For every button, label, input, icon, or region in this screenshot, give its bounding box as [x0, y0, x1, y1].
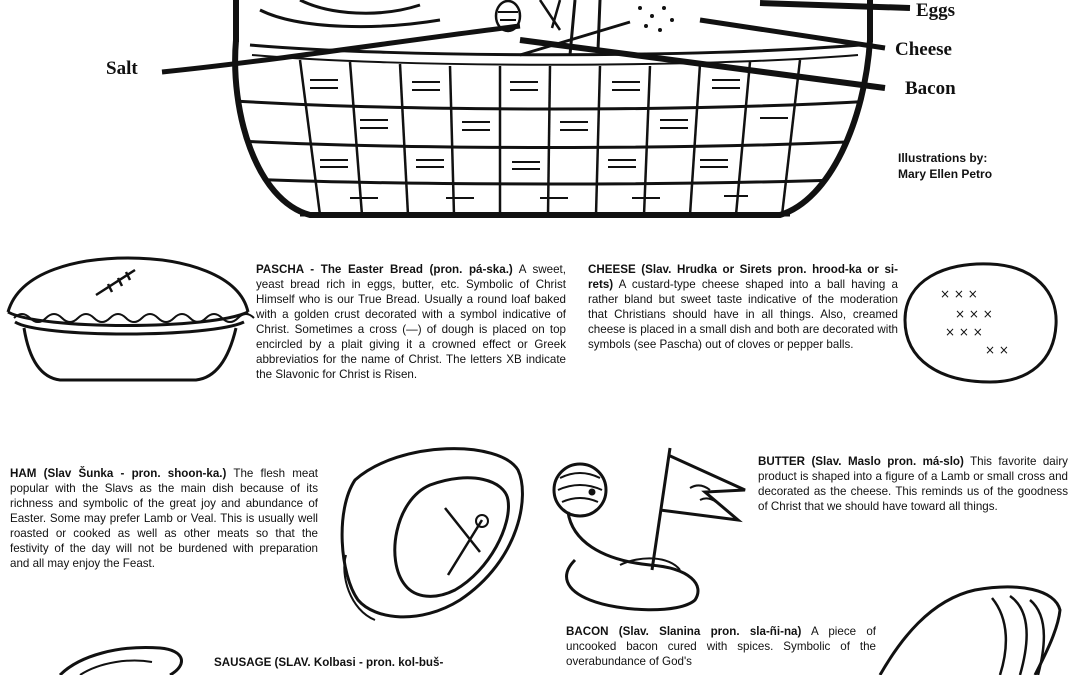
svg-text:× × ×: × × ×	[940, 287, 978, 301]
sausage-heading: SAUSAGE (SLAV. Kolbasi - pron. kol-buš-	[214, 656, 444, 669]
credit-line-1: Illustrations by:	[898, 151, 988, 165]
bacon-body: A piece of uncooked bacon cured with spices. Symbolic of the overabundance of God's	[566, 625, 876, 668]
bacon-heading: BACON (Slav. Slanina pron. sla-ñi-na)	[566, 625, 802, 638]
sausage-entry	[214, 655, 514, 670]
butter-lamb-illustration	[554, 448, 745, 610]
eggs-label: Eggs	[916, 0, 956, 21]
bacon-label: Bacon	[905, 78, 956, 99]
bacon-entry	[566, 624, 876, 669]
pascha-bread-illustration	[8, 258, 254, 380]
sausage-illustration	[60, 647, 181, 675]
pascha-body: A sweet, yeast bread rich in eggs, butter, etc. Symbolic of Christ Himself who is our True Bread. Usually a round loaf baked with a golden crust decorated with a symbol indicative of Christ. Sometimes a cross (—) of dough is placed on top encircled by a plait giving it a crowned effect or Greek abbreviatios for the name of Christ. The letters XB indicate the Slavonic for Christ is Risen.	[256, 263, 566, 381]
pascha-heading: PASCHA - The Easter Bread (pron. pá-ska.)	[256, 263, 513, 276]
butter-body: This favorite dairy product is shaped into a figure of a Lamb or small cross and decorated as the cheese. This reminds us of the goodness of Christ that we should have toward all things.	[758, 455, 1068, 513]
salt-label: Salt	[106, 58, 138, 79]
cheese-heading: CHEESE (Slav. Hrudka or Sirets pron. hrood-ka or si-rets)	[588, 263, 898, 291]
cheese-entry	[588, 262, 898, 352]
credit-line-2: Mary Ellen Petro	[898, 167, 993, 181]
illustration-credit	[898, 150, 1078, 182]
bacon-illustration	[880, 587, 1060, 675]
butter-heading: BUTTER (Slav. Maslo pron. má-slo)	[758, 455, 964, 468]
ham-body: The flesh meat popular with the Slavs as the main dish because of its richness and symbolic of the great joy and abundance of Easter. Some may prefer Lamb or Veal. This is usually well roasted or cooked as well as other meats so that the festivity of the day will not be burdened with preparation and all may enjoy the Feast.	[10, 467, 319, 570]
svg-text:× × ×: × × ×	[945, 325, 983, 339]
butter-entry	[758, 454, 1068, 514]
svg-text:× × ×: × × ×	[955, 307, 993, 321]
svg-text:× ×: × ×	[985, 343, 1009, 357]
cheese-label: Cheese	[895, 39, 952, 60]
ham-heading: HAM (Slav Šunka - pron. shoon-ka.)	[10, 467, 227, 480]
ham-entry	[10, 466, 318, 571]
cheese-body: A custard-type cheese shaped into a ball having a rather bland but sweet taste indicative of the moderation that Christians should have in all things. Also, creamed cheese is placed in a small dish and both are decorated with symbols (see Pascha) out of cloves or pepper balls.	[588, 278, 898, 351]
ham-illustration	[342, 449, 522, 620]
cheese-ball-illustration	[905, 264, 1056, 382]
pascha-entry	[256, 262, 566, 382]
